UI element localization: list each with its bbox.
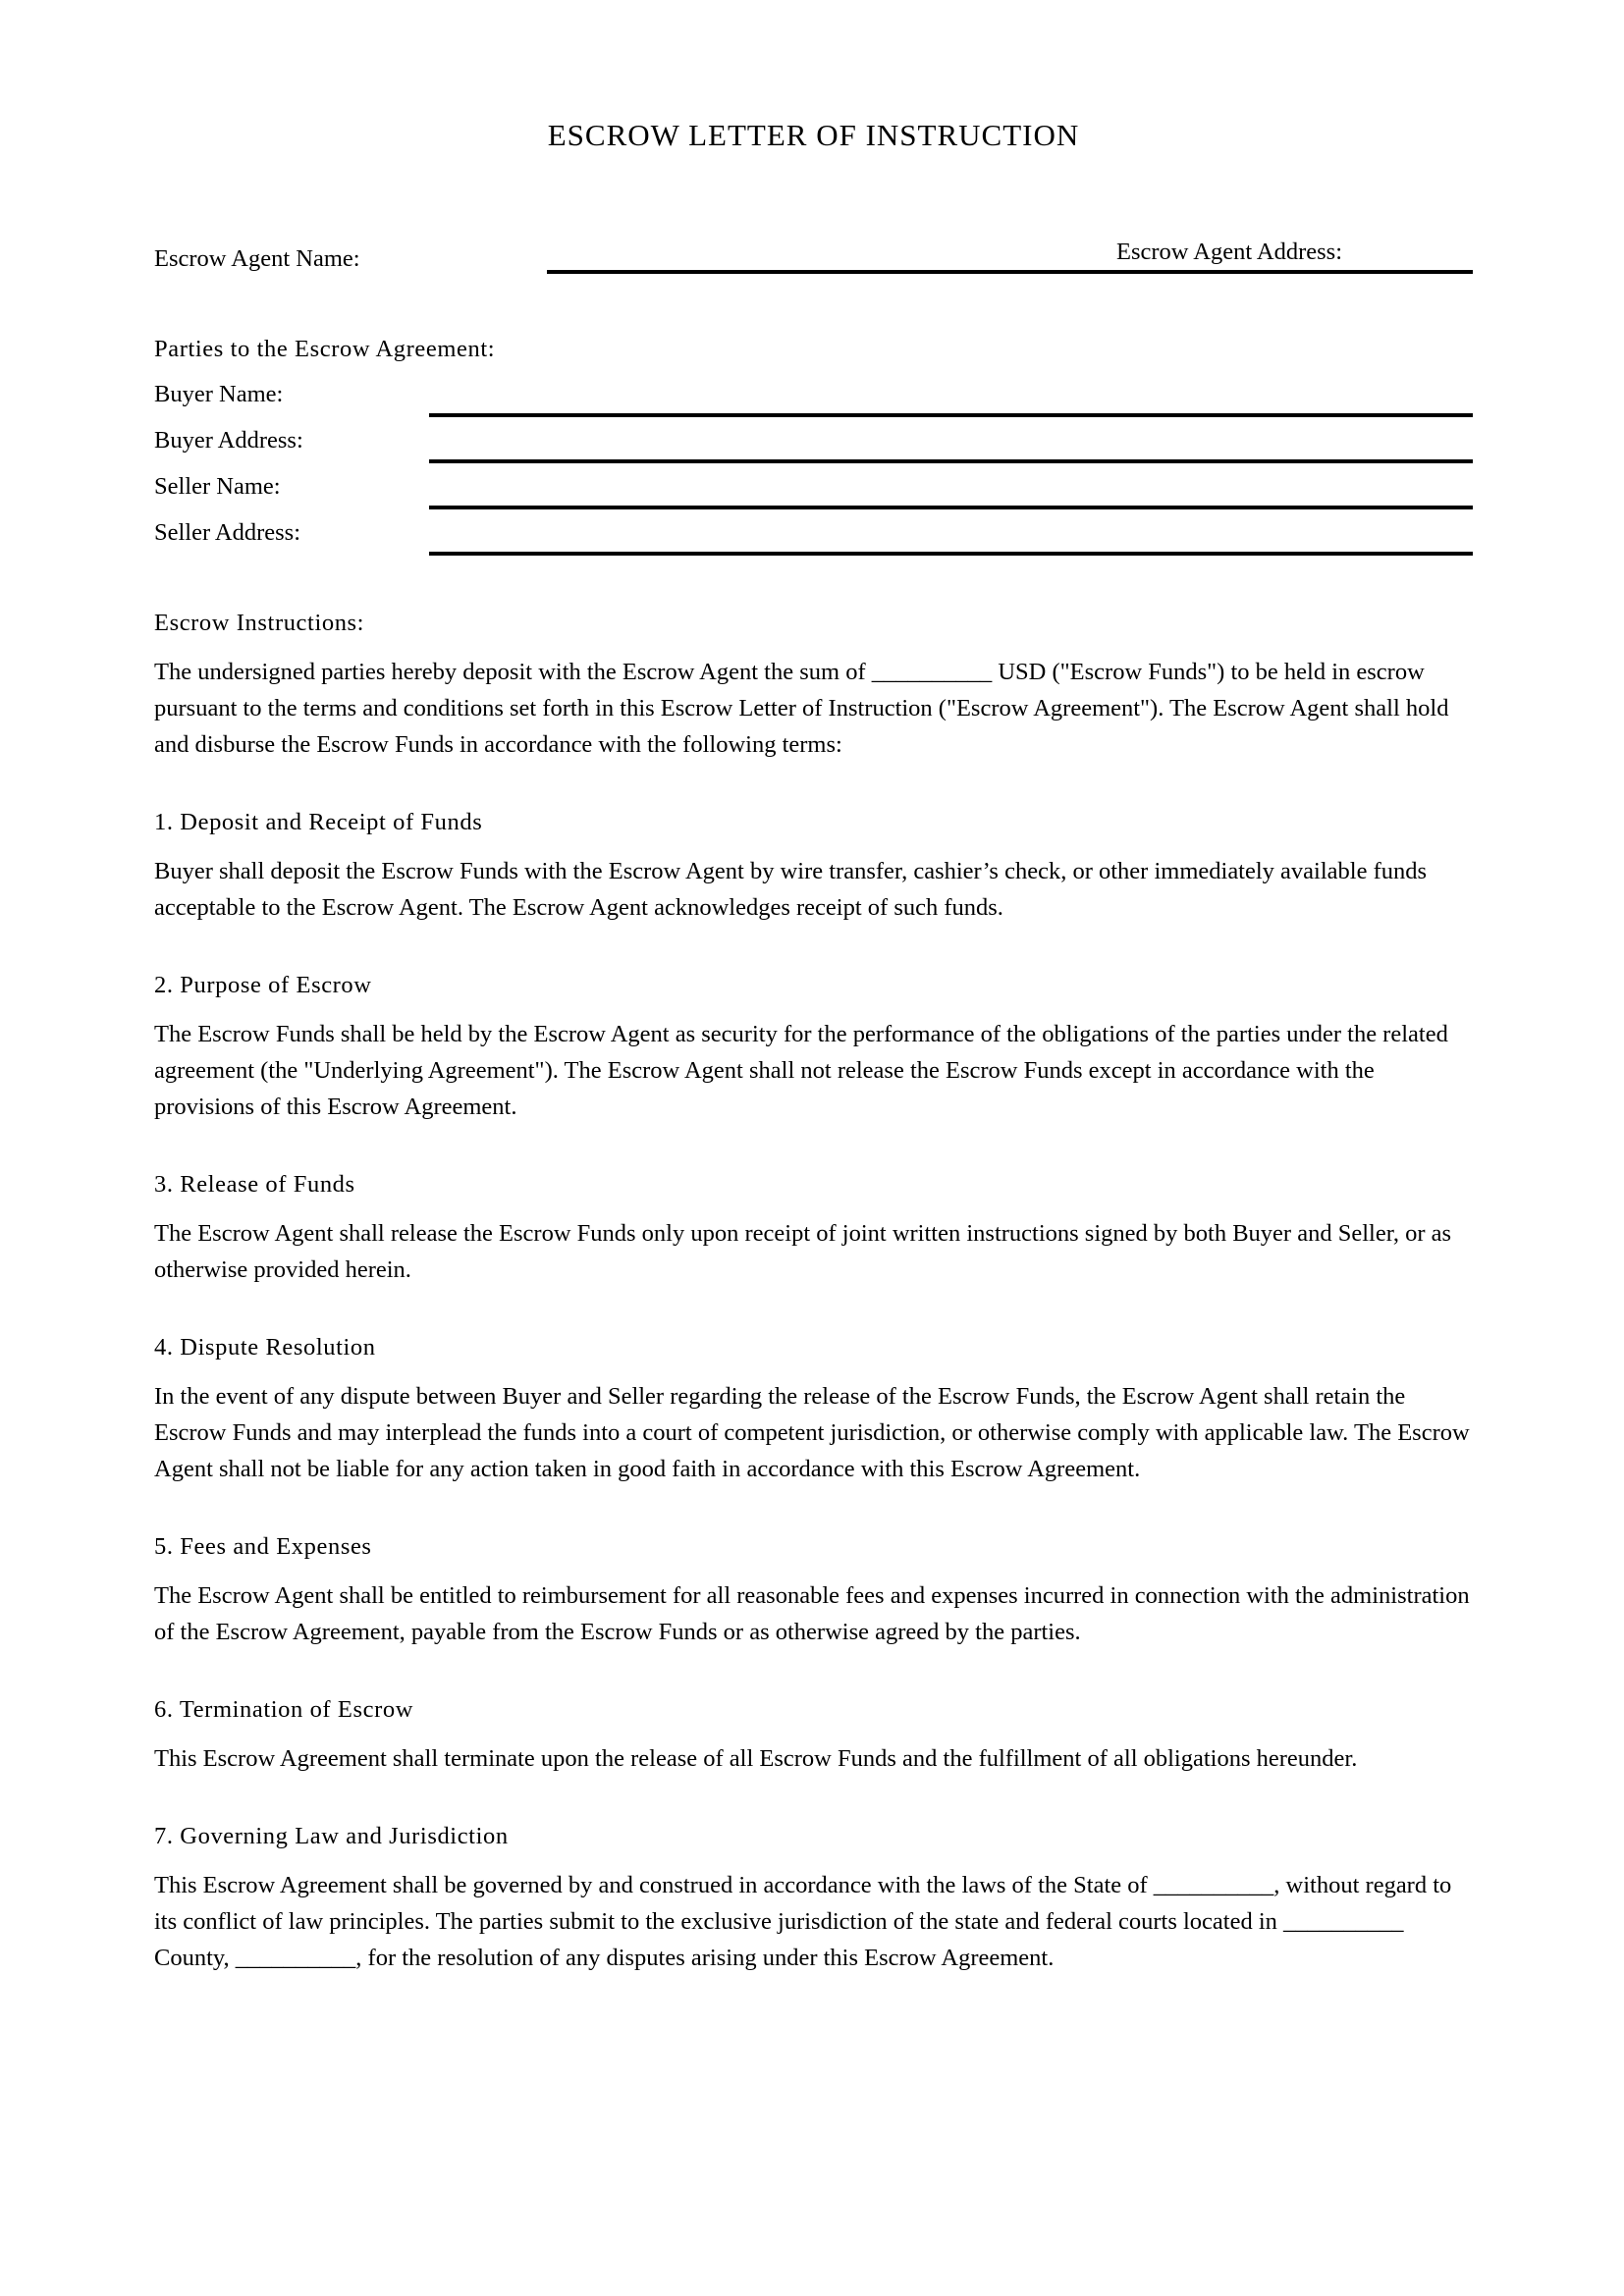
section-2-heading: 2. Purpose of Escrow <box>154 972 372 998</box>
page-title: ESCROW LETTER OF INSTRUCTION <box>547 118 1080 152</box>
section-purpose-of-escrow <box>154 971 1473 1125</box>
escrow-instructions-heading: Escrow Instructions: <box>154 610 365 636</box>
section-fees-and-expenses <box>154 1532 1473 1650</box>
buyer-name-fill-line <box>429 380 1473 417</box>
section-2-body: The Escrow Funds shall be held by the Escrow Agent as security for the performance of the obligations of the parties under the related agreement (the "Underlying Agreement"). The Escrow Agent shall not release the Escrow Funds except in accordance with the provisions of this Escrow Agreement. <box>154 1021 1448 1120</box>
seller-name-fill-line <box>429 472 1473 509</box>
buyer-name-label: Buyer Name: <box>154 381 284 407</box>
section-5-body: The Escrow Agent shall be entitled to reimbursement for all reasonable fees and expenses incurred in connection with the administration of the Escrow Agreement, payable from the Escrow Funds or as otherwise agreed by the parties. <box>154 1582 1470 1645</box>
section-deposit-and-receipt <box>154 808 1473 926</box>
buyer-name-row <box>154 380 1473 417</box>
section-5-heading: 5. Fees and Expenses <box>154 1533 372 1560</box>
seller-name-label: Seller Name: <box>154 473 281 500</box>
parties-fields <box>154 380 1473 556</box>
section-dispute-resolution <box>154 1333 1473 1487</box>
section-4-heading: 4. Dispute Resolution <box>154 1334 376 1361</box>
seller-name-row <box>154 472 1473 509</box>
seller-address-row <box>154 518 1473 556</box>
section-governing-law <box>154 1822 1473 1976</box>
buyer-address-label: Buyer Address: <box>154 427 303 454</box>
section-3-heading: 3. Release of Funds <box>154 1171 355 1198</box>
section-3-body: The Escrow Agent shall release the Escrow Funds only upon receipt of joint written instructions signed by both Buyer and Seller, or as otherwise provided herein. <box>154 1220 1452 1283</box>
escrow-agent-row <box>154 238 1473 274</box>
section-6-heading: 6. Termination of Escrow <box>154 1696 413 1723</box>
section-7-heading: 7. Governing Law and Jurisdiction <box>154 1823 509 1849</box>
escrow-agent-name-label: Escrow Agent Name: <box>154 245 360 272</box>
buyer-address-row <box>154 426 1473 463</box>
section-1-heading: 1. Deposit and Receipt of Funds <box>154 809 483 835</box>
escrow-instructions-block <box>154 609 1473 763</box>
escrow-agent-address-label: Escrow Agent Address: <box>1116 239 1342 265</box>
parties-heading: Parties to the Escrow Agreement: <box>154 336 496 362</box>
section-termination-of-escrow <box>154 1695 1473 1777</box>
buyer-address-fill-line <box>429 426 1473 463</box>
section-7-body: This Escrow Agreement shall be governed by and construed in accordance with the laws of the State of __________, without regard to its conflict of law principles. The parties submit to the exclusive jurisdiction of the state and federal courts located in __________ County, __________, for the resolution of any disputes arising under this Escrow Agreement. <box>154 1872 1452 1971</box>
escrow-agent-name-fill-line <box>547 238 1473 274</box>
section-release-of-funds <box>154 1170 1473 1288</box>
section-6-body: This Escrow Agreement shall terminate upon the release of all Escrow Funds and the fulfillment of all obligations hereunder. <box>154 1745 1358 1772</box>
escrow-instructions-intro: The undersigned parties hereby deposit with the Escrow Agent the sum of __________ USD ("Escrow Funds") to be held in escrow pursuant to the terms and conditions set forth in this Escrow Letter of Instruction ("Escrow Agreement"). The Escrow Agent shall hold and disburse the Escrow Funds in accordance with the following terms: <box>154 659 1449 758</box>
seller-address-label: Seller Address: <box>154 519 301 546</box>
seller-address-fill-line <box>429 518 1473 556</box>
section-4-body: In the event of any dispute between Buyer and Seller regarding the release of the Escrow Funds, the Escrow Agent shall retain the Escrow Funds and may interplead the funds into a court of competent jurisdiction, or otherwise comply with applicable law. The Escrow Agent shall not be liable for any action taken in good faith in accordance with this Escrow Agreement. <box>154 1383 1470 1482</box>
section-1-body: Buyer shall deposit the Escrow Funds with the Escrow Agent by wire transfer, cashier’s check, or other immediately available funds acceptable to the Escrow Agent. The Escrow Agent acknowledges receipt of such funds. <box>154 858 1428 921</box>
